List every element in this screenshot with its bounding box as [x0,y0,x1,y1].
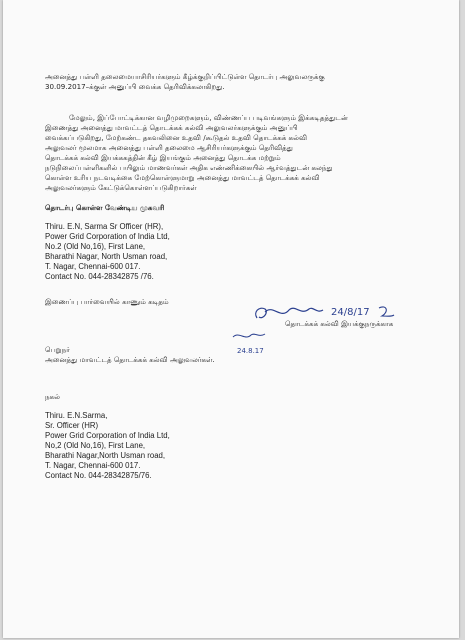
signatory-designation: தொடக்கக் கல்வி இயக்குநருக்காக [285,319,394,328]
para2-line-6: நடுநிலைப்பள்ளிகளில் பயிலும் மாணவர்கள் அதிக எண்ணிக்கையில் ஆர்வத்துடன் கலந்து [45,163,333,172]
contact-line-5: T. Nagar, Chennai-600 017. [45,262,141,271]
recipient-text: அனைத்து மாவட்டத் தொடக்கக் கல்வி அலுவலர்கள். [45,355,215,364]
para2-line-2: இணைத்து அனைத்து மாவட்டத் தொடக்கக் கல்வி அலுவலர்களுக்கும் அனுப்பி [45,123,298,132]
para2-line-1: மேலும், இப்போட்டிக்கான வழிமுறைகளும், விண்ணப்ப படிவங்களும் இக்கடிதத்துடன் [69,113,348,122]
para2-line-5: தொடக்கக் கல்வி இயக்ககத்தின் கீழ் இயங்கும் அனைத்து தொடக்க மற்றும் [45,153,281,162]
para2-line-8: அலுவலர்களும் கேட்டுக்கொள்ளப்படுகிறார்கள் [45,183,197,192]
recipient-label: பெறுநர் [45,345,70,354]
para1-line-1: அனைத்து பள்ளி தலைமையாசிரியர்களும் கீழ்க்குறிப்பிட்டுள்ள தொடர்பு அலுவலருக்கு [45,72,325,81]
contact-line-4: Bharathi Nagar, North Usman road, [45,252,168,261]
contact-line-6: Contact No. 044-28342875 /76. [45,272,154,281]
enclosure-note: இணைப்பு பார்வையில் காணும் கடிதம் [45,297,169,306]
document-page [3,0,459,638]
para2-line-4: அலுவலர் மூலமாக அனைத்து பள்ளி தலைமை ஆசிரியர்களுக்கும் தெரிவித்து [45,143,293,152]
contact-heading: தொடர்பு கொள்ள வேண்டிய முகவரி [45,203,165,212]
initial-date: 24.8.17 [237,347,264,355]
signature-date: 24/8/17 [331,307,370,318]
copy-line-7: Contact No. 044-28342875/76. [45,471,152,480]
para2-line-3: வைக்கப்படுகிறது, மேற்கண்ட தகவலினை உதவி /கூடுதல் உதவி தொடக்கக் கல்வி [45,133,308,142]
contact-line-3: No.2 (Old No,16), First Lane, [45,242,146,251]
copy-line-6: T. Nagar, Chennai-600 017. [45,461,141,470]
copy-line-5: Bharathi Nagar,North Usman road, [45,451,166,460]
para1-line-2: 30.09.2017–க்குள் அனுப்பி வைக்க தெரிவிக்கலாகிறது. [45,82,225,91]
contact-line-1: Thiru. E.N, Sarma Sr Officer (HR), [45,222,164,231]
initial-mark [229,329,275,359]
copy-line-1: Thiru. E.N.Sarma, [45,411,108,420]
copy-line-4: No,2 (Old No,16), First Lane, [45,441,146,450]
copy-line-3: Power Grid Corporation of India Ltd, [45,431,170,440]
contact-line-2: Power Grid Corporation of India Ltd, [45,232,170,241]
para2-line-7: கொள்ள உரிய நடவடிக்கை மேற்கொள்ளுமாறு அனைத்து மாவட்டத் தொடக்கக் கல்வி [45,173,320,182]
copy-line-2: Sr. Officer (HR) [45,421,99,430]
copy-label: நகல் [45,392,60,401]
